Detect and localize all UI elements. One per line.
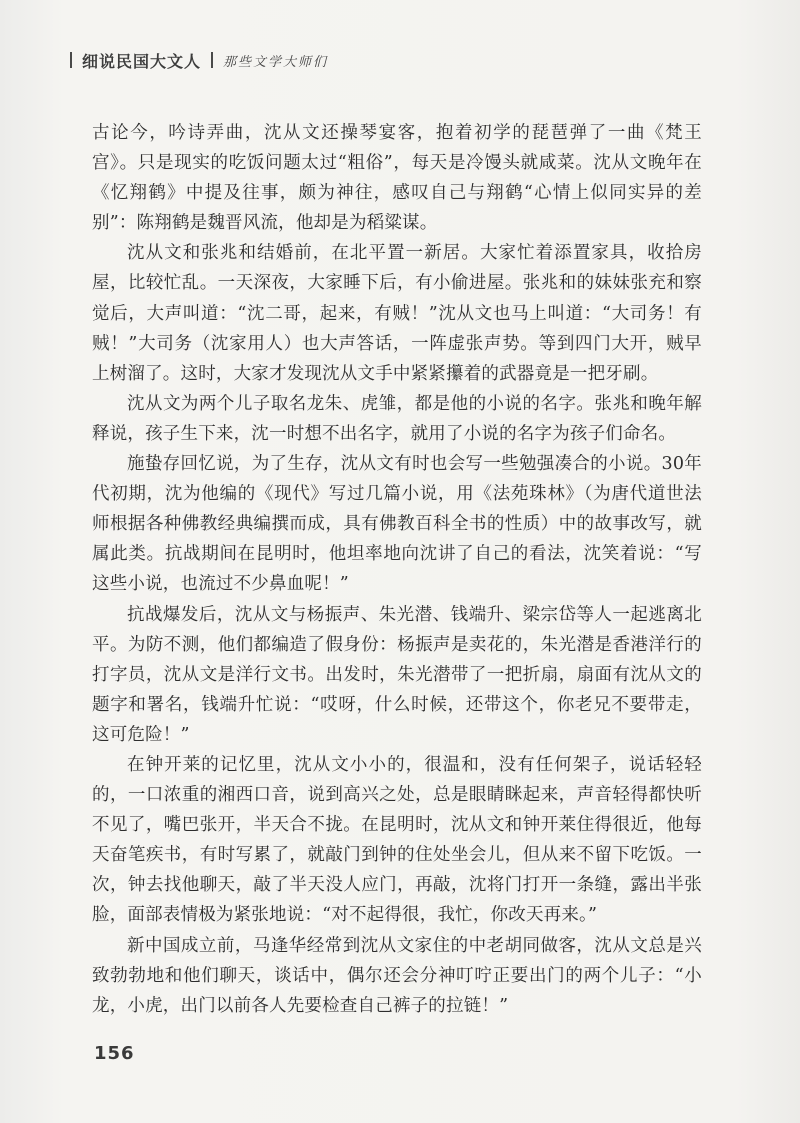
running-header <box>70 49 328 71</box>
paragraph: 抗战爆发后，沈从文与杨振声、朱光潜、钱端升、梁宗岱等人一起逃离北平。为防不测，他们都编造了假身份：杨振声是卖花的，朱光潜是香港洋行的打字员，沈从文是洋行文书。出发时，朱光潜带了一把折扇，扇面有沈从文的题字和署名，钱端升忙说：“哎呀，什么时候，还带这个，你老兄不要带走，这可危险！” <box>92 604 702 745</box>
header-divider-middle <box>211 52 213 68</box>
page-number: 156 <box>94 1043 135 1064</box>
paragraph: 在钟开莱的记忆里，沈从文小小的，很温和，没有任何架子，说话轻轻的，一口浓重的湘西口音，说到高兴之处，总是眼睛眯起来，声音轻得都快听不见了，嘴巴张开，半天合不拢。在昆明时，沈从文和钟开莱住得很近，他每天奋笔疾书，有时写累了，就敲门到钟的住处坐会儿，但从来不留下吃饭。一次，钟去找他聊天，敲了半天没人应门，再敲，沈将门打开一条缝，露出半张脸，面部表情极为紧张地说：“对不起得很，我忙，你改天再来。” <box>92 754 702 926</box>
paragraph: 新中国成立前，马逢华经常到沈从文家住的中老胡同做客，沈从文总是兴致勃勃地和他们聊天，谈话中，偶尔还会分神叮咛正要出门的两个儿子：“小龙，小虎，出门以前各人先要检查自己裤子的拉链！” <box>92 935 702 1016</box>
paragraph: 古论今，吟诗弄曲，沈从文还操琴宴客，抱着初学的琵琶弹了一曲《梵王宫》。只是现实的吃饭问题太过“粗俗”，每天是冷馒头就咸菜。沈从文晚年在《忆翔鹤》中提及往事，颇为神往，感叹自己与翔鹤“心情上似同实异的差别”：陈翔鹤是魏晋风流，他却是为稻粱谋。 <box>92 123 702 234</box>
page-body <box>92 118 702 1021</box>
section-title: 那些文学大师们 <box>223 54 329 70</box>
header-divider-left <box>70 52 72 68</box>
paragraph: 沈从文和张兆和结婚前，在北平置一新居。大家忙着添置家具，收拾房屋，比较忙乱。一天深夜，大家睡下后，有小偷进屋。张兆和的妹妹张充和察觉后，大声叫道：“沈二哥，起来，有贼！”沈从文也马上叫道：“大司务！有贼！”大司务（沈家用人）也大声答话，一阵虚张声势。等到四门大开，贼早上树溜了。这时，大家才发现沈从文手中紧紧攥着的武器竟是一把牙刷。 <box>92 243 702 384</box>
paragraph: 沈从文为两个儿子取名龙朱、虎雏，都是他的小说的名字。张兆和晚年解释说，孩子生下来，沈一时想不出名字，就用了小说的名字为孩子们命名。 <box>92 393 702 444</box>
book-title: 细说民国大文人 <box>82 51 202 71</box>
paragraph: 施蛰存回忆说，为了生存，沈从文有时也会写一些勉强凑合的小说。30年代初期，沈为他编的《现代》写过几篇小说，用《法苑珠林》（为唐代道世法师根据各种佛教经典编撰而成，具有佛教百科全书的性质）中的故事改写，就属此类。抗战期间在昆明时，他坦率地向沈讲了自己的看法，沈笑着说：“写这些小说，也流过不少鼻血呢！” <box>92 454 702 595</box>
